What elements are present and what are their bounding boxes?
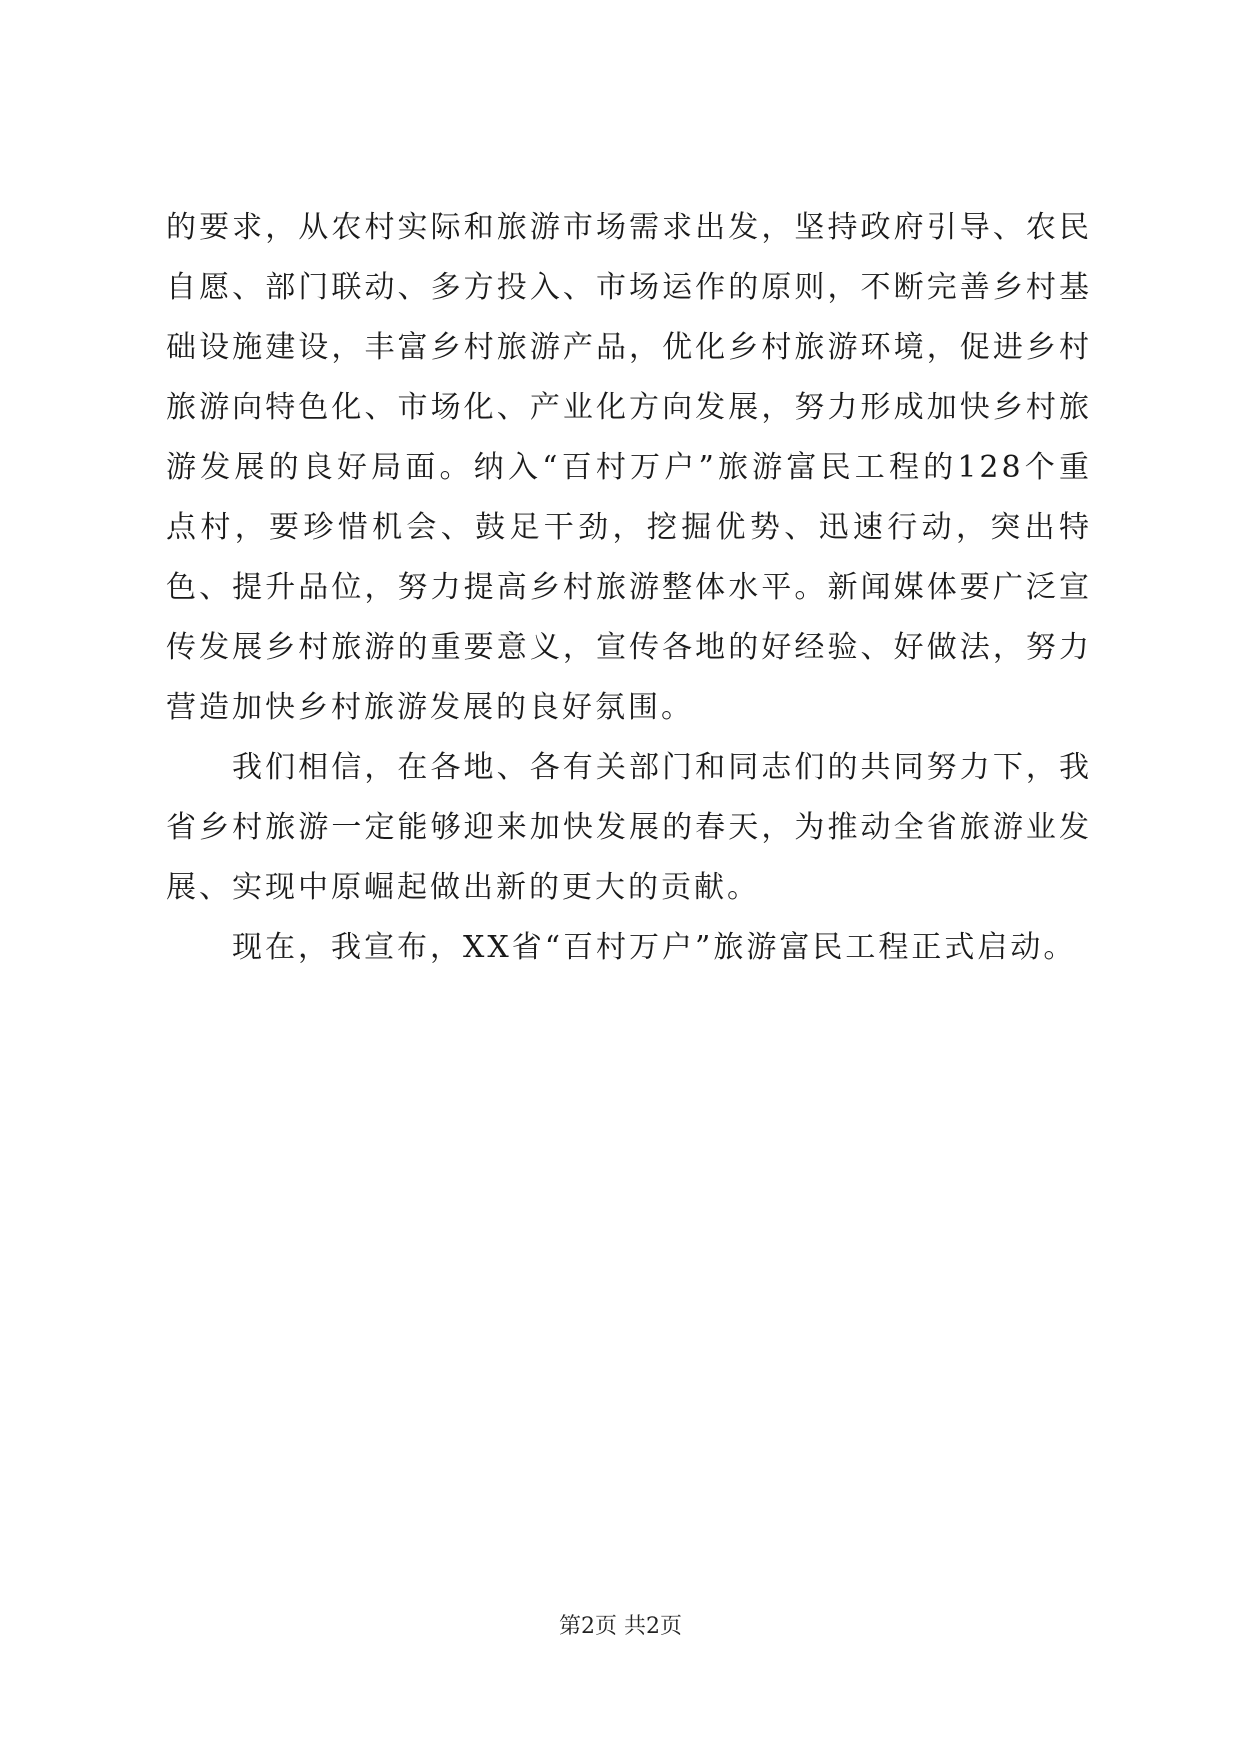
- page-number: 第2页 共2页: [559, 1614, 682, 1639]
- paragraph-announcement: 现在，我宣布，XX省“百村万户”旅游富民工程正式启动。: [232, 930, 1077, 965]
- paragraph-continuation: 的要求，从农村实际和旅游市场需求出发，坚持政府引导、农民自愿、部门联动、多方投入、市场运作的原则，不断完善乡村基础设施建设，丰富乡村旅游产品，优化乡村旅游环境，促进乡村旅游向特色化、市场化、产业化方向发展，努力形成加快乡村旅游发展的良好局面。纳入“百村万户”旅游富民工程的128个重点村，要珍惜机会、鼓足干劲，挖掘优势、迅速行动，突出特色、提升品位，努力提高乡村旅游整体水平。新闻媒体要广泛宣传发展乡村旅游的重要意义，宣传各地的好经验、好做法，努力营造加快乡村旅游发展的良好氛围。: [166, 210, 1092, 725]
- paragraph-belief: 我们相信，在各地、各有关部门和同志们的共同努力下，我省乡村旅游一定能够迎来加快发展的春天，为推动全省旅游业发展、实现中原崛起做出新的更大的贡献。: [166, 750, 1092, 905]
- document-body: [166, 198, 1092, 978]
- page-footer: [0, 1612, 1241, 1642]
